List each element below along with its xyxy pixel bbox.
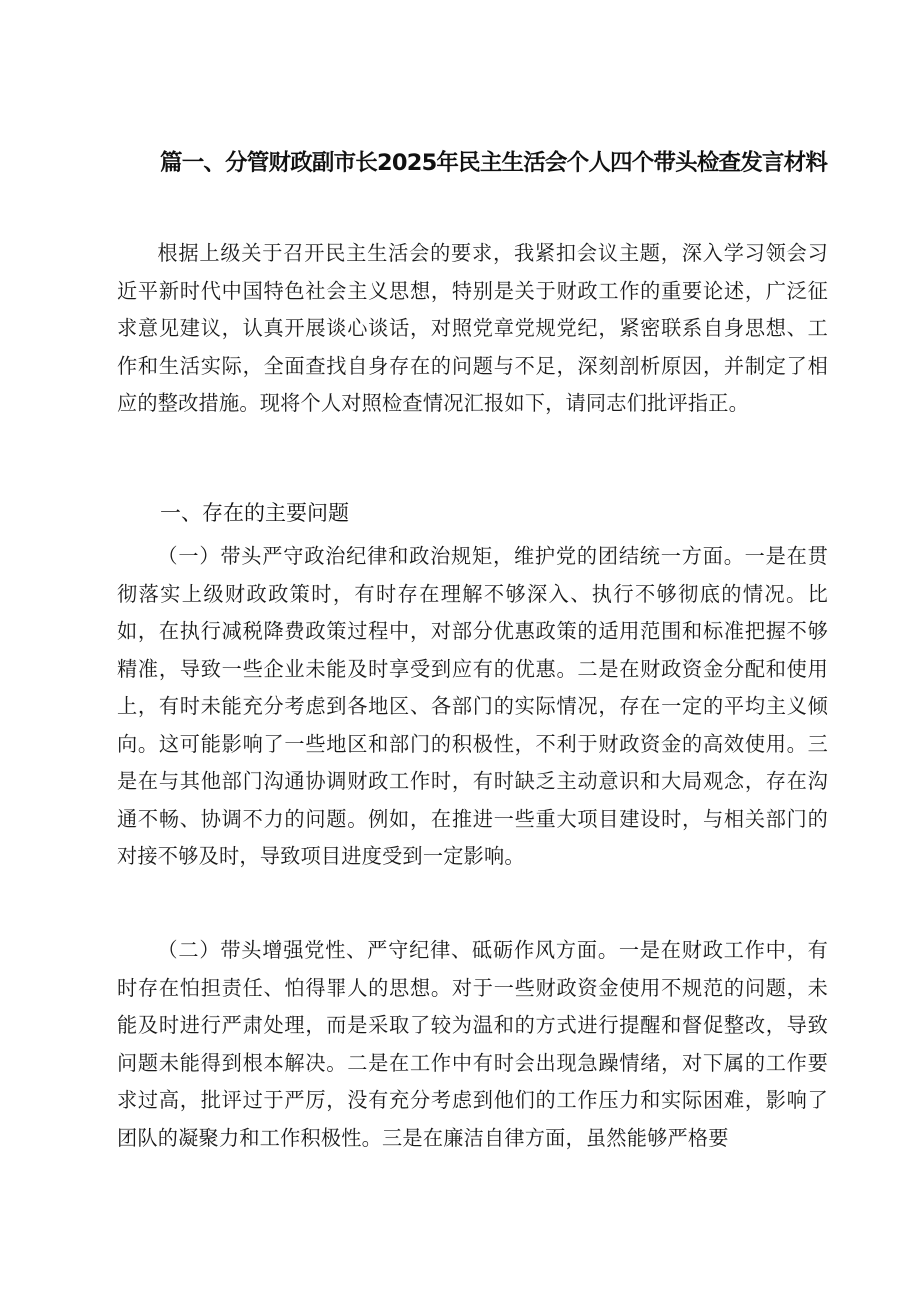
intro-paragraph: 根据上级关于召开民主生活会的要求，我紧扣会议主题，深入学习领会习近平新时代中国特色社会主义思想，特别是关于财政工作的重要论述，广泛征求意见建议，认真开展谈心谈话，对照党章党规党纪，紧密联系自身思想、工作和生活实际，全面查找自身存在的问题与不足，深刻剖析原因，并制定了相应的整改措施。现将个人对照检查情况汇报如下，请同志们批评指正。 — [117, 241, 828, 415]
section-heading: 一、存在的主要问题 — [160, 501, 349, 525]
body-paragraph: （一）带头严守政治纪律和政治规矩，维护党的团结统一方面。一是在贯彻落实上级财政政策时，有时存在理解不够深入、执行不够彻底的情况。比如，在执行减税降费政策过程中，对部分优惠政策的适用范围和标准把握不够精准，导致一些企业未能及时享受到应有的优惠。二是在财政资金分配和使用上，有时未能充分考虑到各地区、各部门的实际情况，存在一定的平均主义倾向。这可能影响了一些地区和部门的积极性，不利于财政资金的高效使用。三是在与其他部门沟通协调财政工作时，有时缺乏主动意识和大局观念，存在沟通不畅、协调不力的问题。例如，在推进一些重大项目建设时，与相关部门的对接不够及时，导致项目进度受到一定影响。 — [117, 544, 828, 868]
body-paragraph: （二）带头增强党性、严守纪律、砥砺作风方面。一是在财政工作中，有时存在怕担责任、怕得罪人的思想。对于一些财政资金使用不规范的问题，未能及时进行严肃处理，而是采取了较为温和的方式进行提醒和督促整改，导致问题未能得到根本解决。二是在工作中有时会出现急躁情绪，对下属的工作要求过高，批评过于严厉，没有充分考虑到他们的工作压力和实际困难，影响了团队的凝聚力和工作积极性。三是在廉洁自律方面，虽然能够严格要 — [117, 938, 828, 1150]
document-title: 篇一、分管财政副市长2025年民主生活会个人四个带头检查发言材料 — [160, 150, 828, 176]
